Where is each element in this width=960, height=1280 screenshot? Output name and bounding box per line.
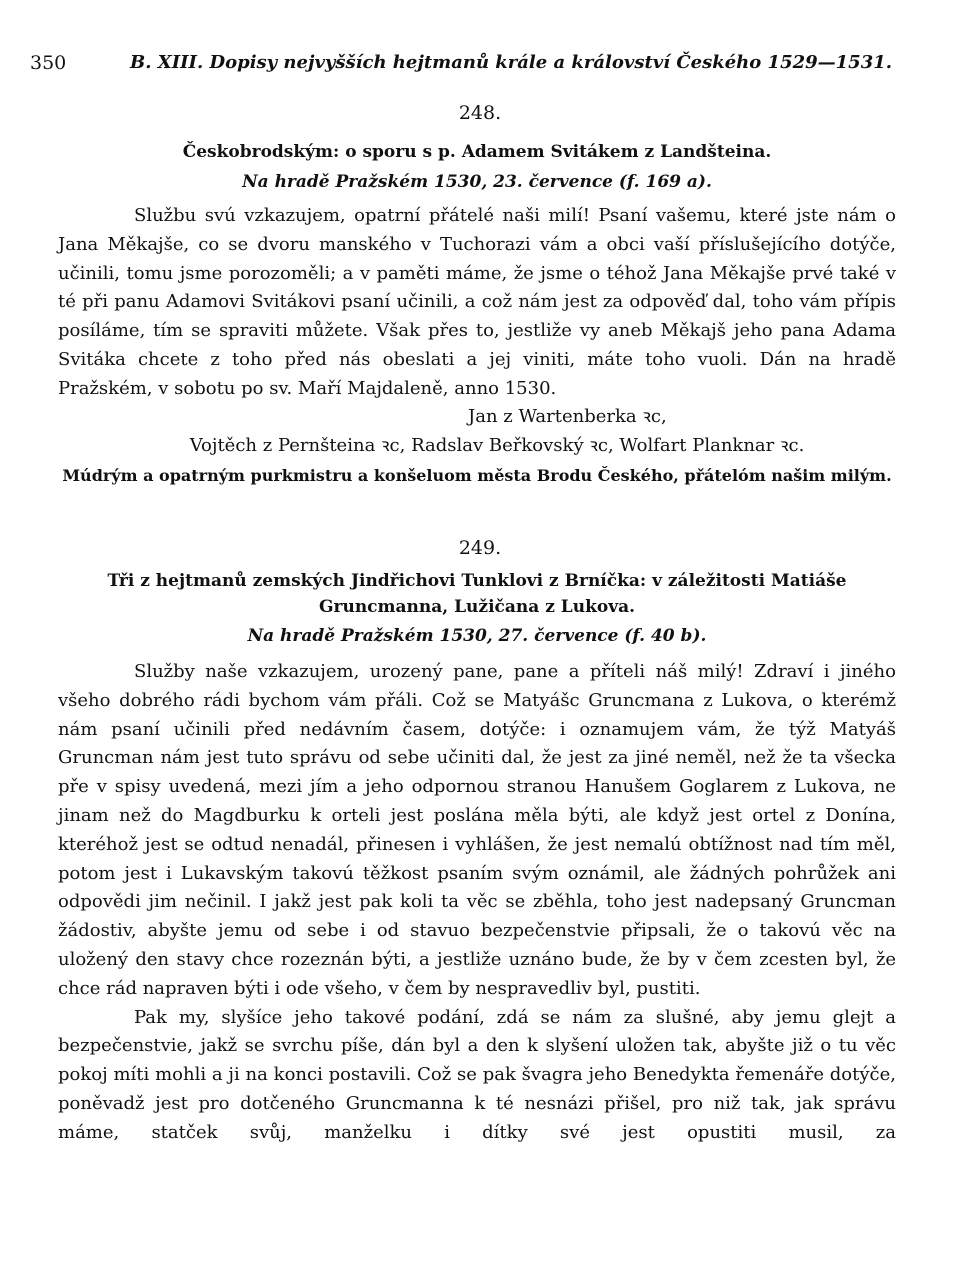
running-title: B. XIII. Dopisy nejvyšších hejtmanů krále a království Českého 1529—1531. (130, 52, 893, 73)
letter-body-249 (58, 658, 896, 1148)
letter-body-248 (58, 202, 896, 404)
letter-number-249: 249. (458, 537, 502, 559)
letter-dateline-249: Na hradě Pražském 1530, 27. července (f. 40 b). (247, 626, 707, 646)
page-number: 350 (30, 52, 67, 74)
address-line: Múdrým a opatrným purkmistru a konšeluom města Brodu Českého, přátelóm našim milým. (62, 466, 892, 485)
letter-paragraph-1: Služby naše vzkazujem, urozený pane, pane a příteli náš milý! Zdraví i jiného všeho dobrého rádi bychom vám přáli. Což se Matyášc Gruncmana z Lukova, o kterémž nám psaní učinili před nedávním časem, dotýče: i oznamujem vám, že týž Matyáš Gruncman nám jest tuto správu od sebe učiniti dal, že jest za jiné neměl, než že ta všecka pře v spisy uvedená, mezi jím a jeho odpornou stranou Hanušem Goglarem z Lukova, ne jinam než do Magdburku k orteli jest poslána měla býti, ale když jest ortel z Donína, kteréhož jest se odtud nenadál, přinesen i vyhlášen, že jest nemalú obtížnost nad tím měl, potom jest i Lukavským takovú těžkost psaním svým oznámil, ale žádných pohrůžek ani odpovědi jim nečinil. I jakž jest pak koli ta věc se zběhla, toho jest nadepsaný Gruncman žádostiv, abyšte jemu od sebe i od stavuo bezpečenstvie připsali, že o takovú věc na uložený den stavy chce rozeznán býti, a jestliže uznáno bude, že by v čem zcesten byl, že chce rád napraven býti i ode všeho, v čem by nespravedliv byl, pustiti. (58, 661, 896, 999)
letter-paragraph: Službu svú vzkazujem, opatrní přátelé naši milí! Psaní vašemu, které jste nám o Jana Měkajše, co se dvoru manského v Tuchorazi vám a obci vaší příslušejícího dotýče, učinili, tomu jsme porozoměli; a v paměti máme, že jsme o téhož Jana Měkajše prvé také v té při panu Adamovi Svitákovi psaní učinili, a což nám jest za odpověď dal, toho vám přípis posíláme, tím se spraviti můžete. Však přes to, jestliže vy aneb Měkajš jeho pana Adama Svitáka chcete z toho před nás obeslati a jej viniti, máte toho vuoli. Dán na hradě Pražském, v sobotu po sv. Maří Majdaleně, anno 1530. (58, 205, 896, 399)
letter-heading-248: Českobrodským: o sporu s p. Adamem Svitákem z Landšteina. (182, 142, 772, 162)
letter-paragraph-2: Pak my, slyšíce jeho takové podání, zdá se nám za slušné, aby jemu glejt a bezpečenstvie, jakž se svrchu píše, dán byl a den k slyšení uložen tak, abyšte již o tu věc pokoj míti mohli a ji na konci postavili. Což se pak švagra jeho Benedykta řemenáře dotýče, poněvadž jest pro dotčeného Gruncmanna k té nesnázi přišel, pro niž tak, jak správu máme, statček svůj, manželku i dítky své jest opustiti musil, za (58, 1006, 896, 1143)
signature-first: Jan z Wartenberka ꝛc, (468, 406, 667, 427)
letter-number-248: 248. (458, 102, 502, 124)
letter-dateline-248: Na hradě Pražském 1530, 23. července (f. 169 a). (242, 172, 712, 192)
letter-heading-249: Tři z hejtmanů zemských Jindřichovi Tunklovi z Brníčka: v záležitosti Matiáše Gruncmanna, Lužičana z Lukova. (107, 571, 847, 617)
running-head (0, 52, 960, 82)
signatures: Vojtěch z Pernšteina ꝛc, Radslav Beřkovský ꝛc, Wolfart Planknar ꝛc. (189, 435, 805, 456)
